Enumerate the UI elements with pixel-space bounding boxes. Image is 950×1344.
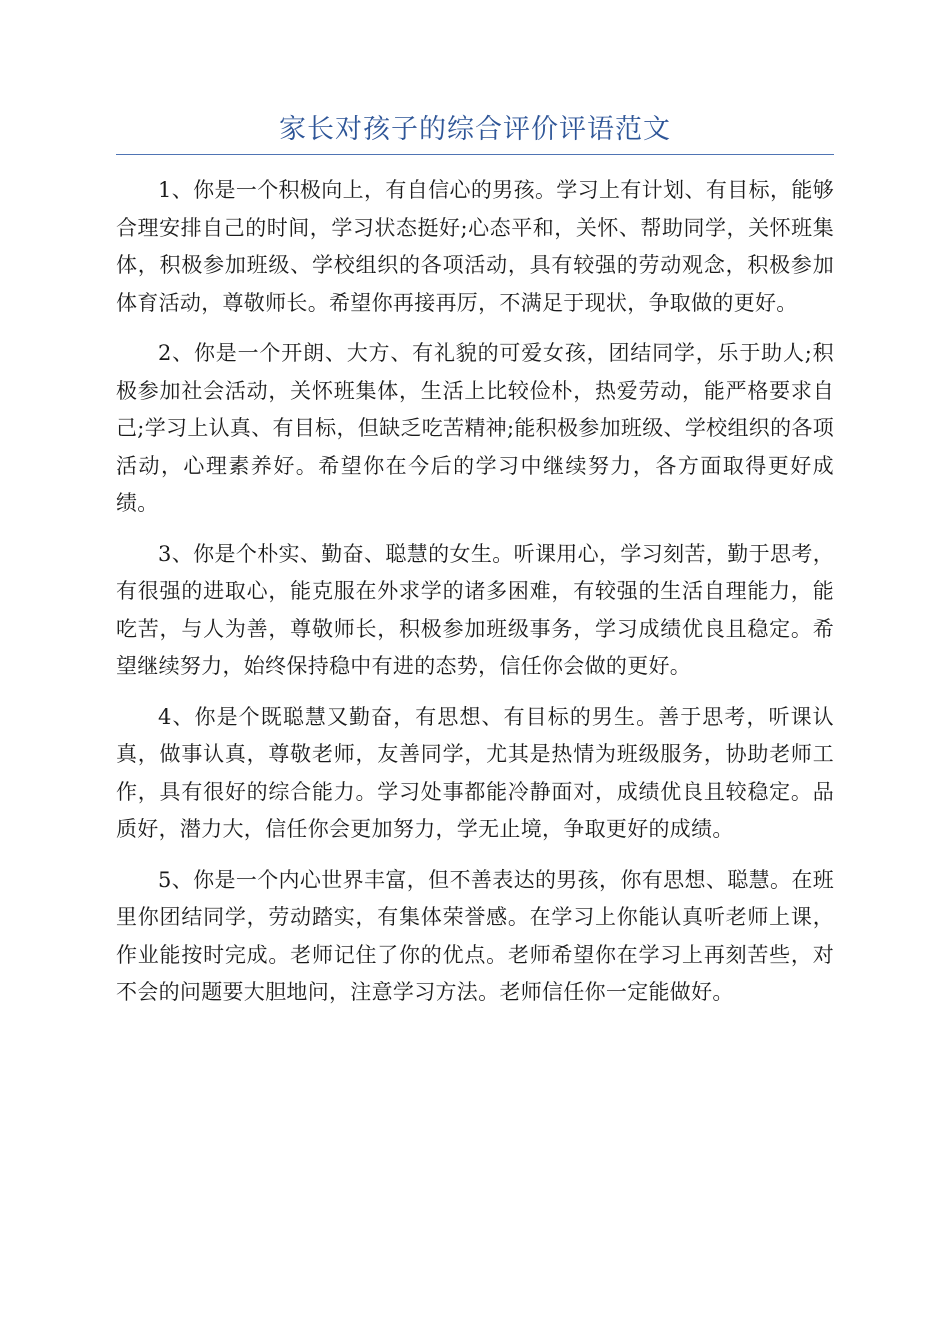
paragraph-5: 5、你是一个内心世界丰富，但不善表达的男孩，你有思想、聪慧。在班里你团结同学，劳动踏实，有集体荣誉感。在学习上你能认真听老师上课，作业能按时完成。老师记住了你的优点。老师希望你在学习上再刻苦些，对不会的问题要大胆地问，注意学习方法。老师信任你一定能做好。 bbox=[116, 867, 834, 1004]
document-body bbox=[116, 172, 834, 1025]
paragraph-2: 2、你是一个开朗、大方、有礼貌的可爱女孩，团结同学，乐于助人;积极参加社会活动，关怀班集体，生活上比较俭朴，热爱劳动，能严格要求自己;学习上认真、有目标，但缺乏吃苦精神;能积极参加班级、学校组织的各项活动，心理素养好。希望你在今后的学习中继续努力，各方面取得更好成绩。 bbox=[116, 341, 834, 515]
paragraph-3: 3、你是个朴实、勤奋、聪慧的女生。听课用心，学习刻苦，勤于思考，有很强的进取心，能克服在外求学的诸多困难，有较强的生活自理能力，能吃苦，与人为善，尊敬师长，积极参加班级事务，学习成绩优良且稳定。希望继续努力，始终保持稳中有进的态势，信任你会做的更好。 bbox=[116, 541, 834, 678]
title-underline bbox=[116, 154, 834, 155]
page-title: 家长对孩子的综合评价评语范文 bbox=[279, 114, 671, 145]
paragraph-1: 1、你是一个积极向上，有自信心的男孩。学习上有计划、有目标，能够合理安排自己的时间，学习状态挺好;心态平和，关怀、帮助同学，关怀班集体，积极参加班级、学校组织的各项活动，具有较强的劳动观念，积极参加体育活动，尊敬师长。希望你再接再厉，不满足于现状，争取做的更好。 bbox=[116, 178, 834, 315]
paragraph-4: 4、你是个既聪慧又勤奋，有思想、有目标的男生。善于思考，听课认真，做事认真，尊敬老师，友善同学，尤其是热情为班级服务，协助老师工作，具有很好的综合能力。学习处事都能冷静面对，成绩优良且较稳定。品质好，潜力大，信任你会更加努力，学无止境，争取更好的成绩。 bbox=[116, 704, 834, 841]
